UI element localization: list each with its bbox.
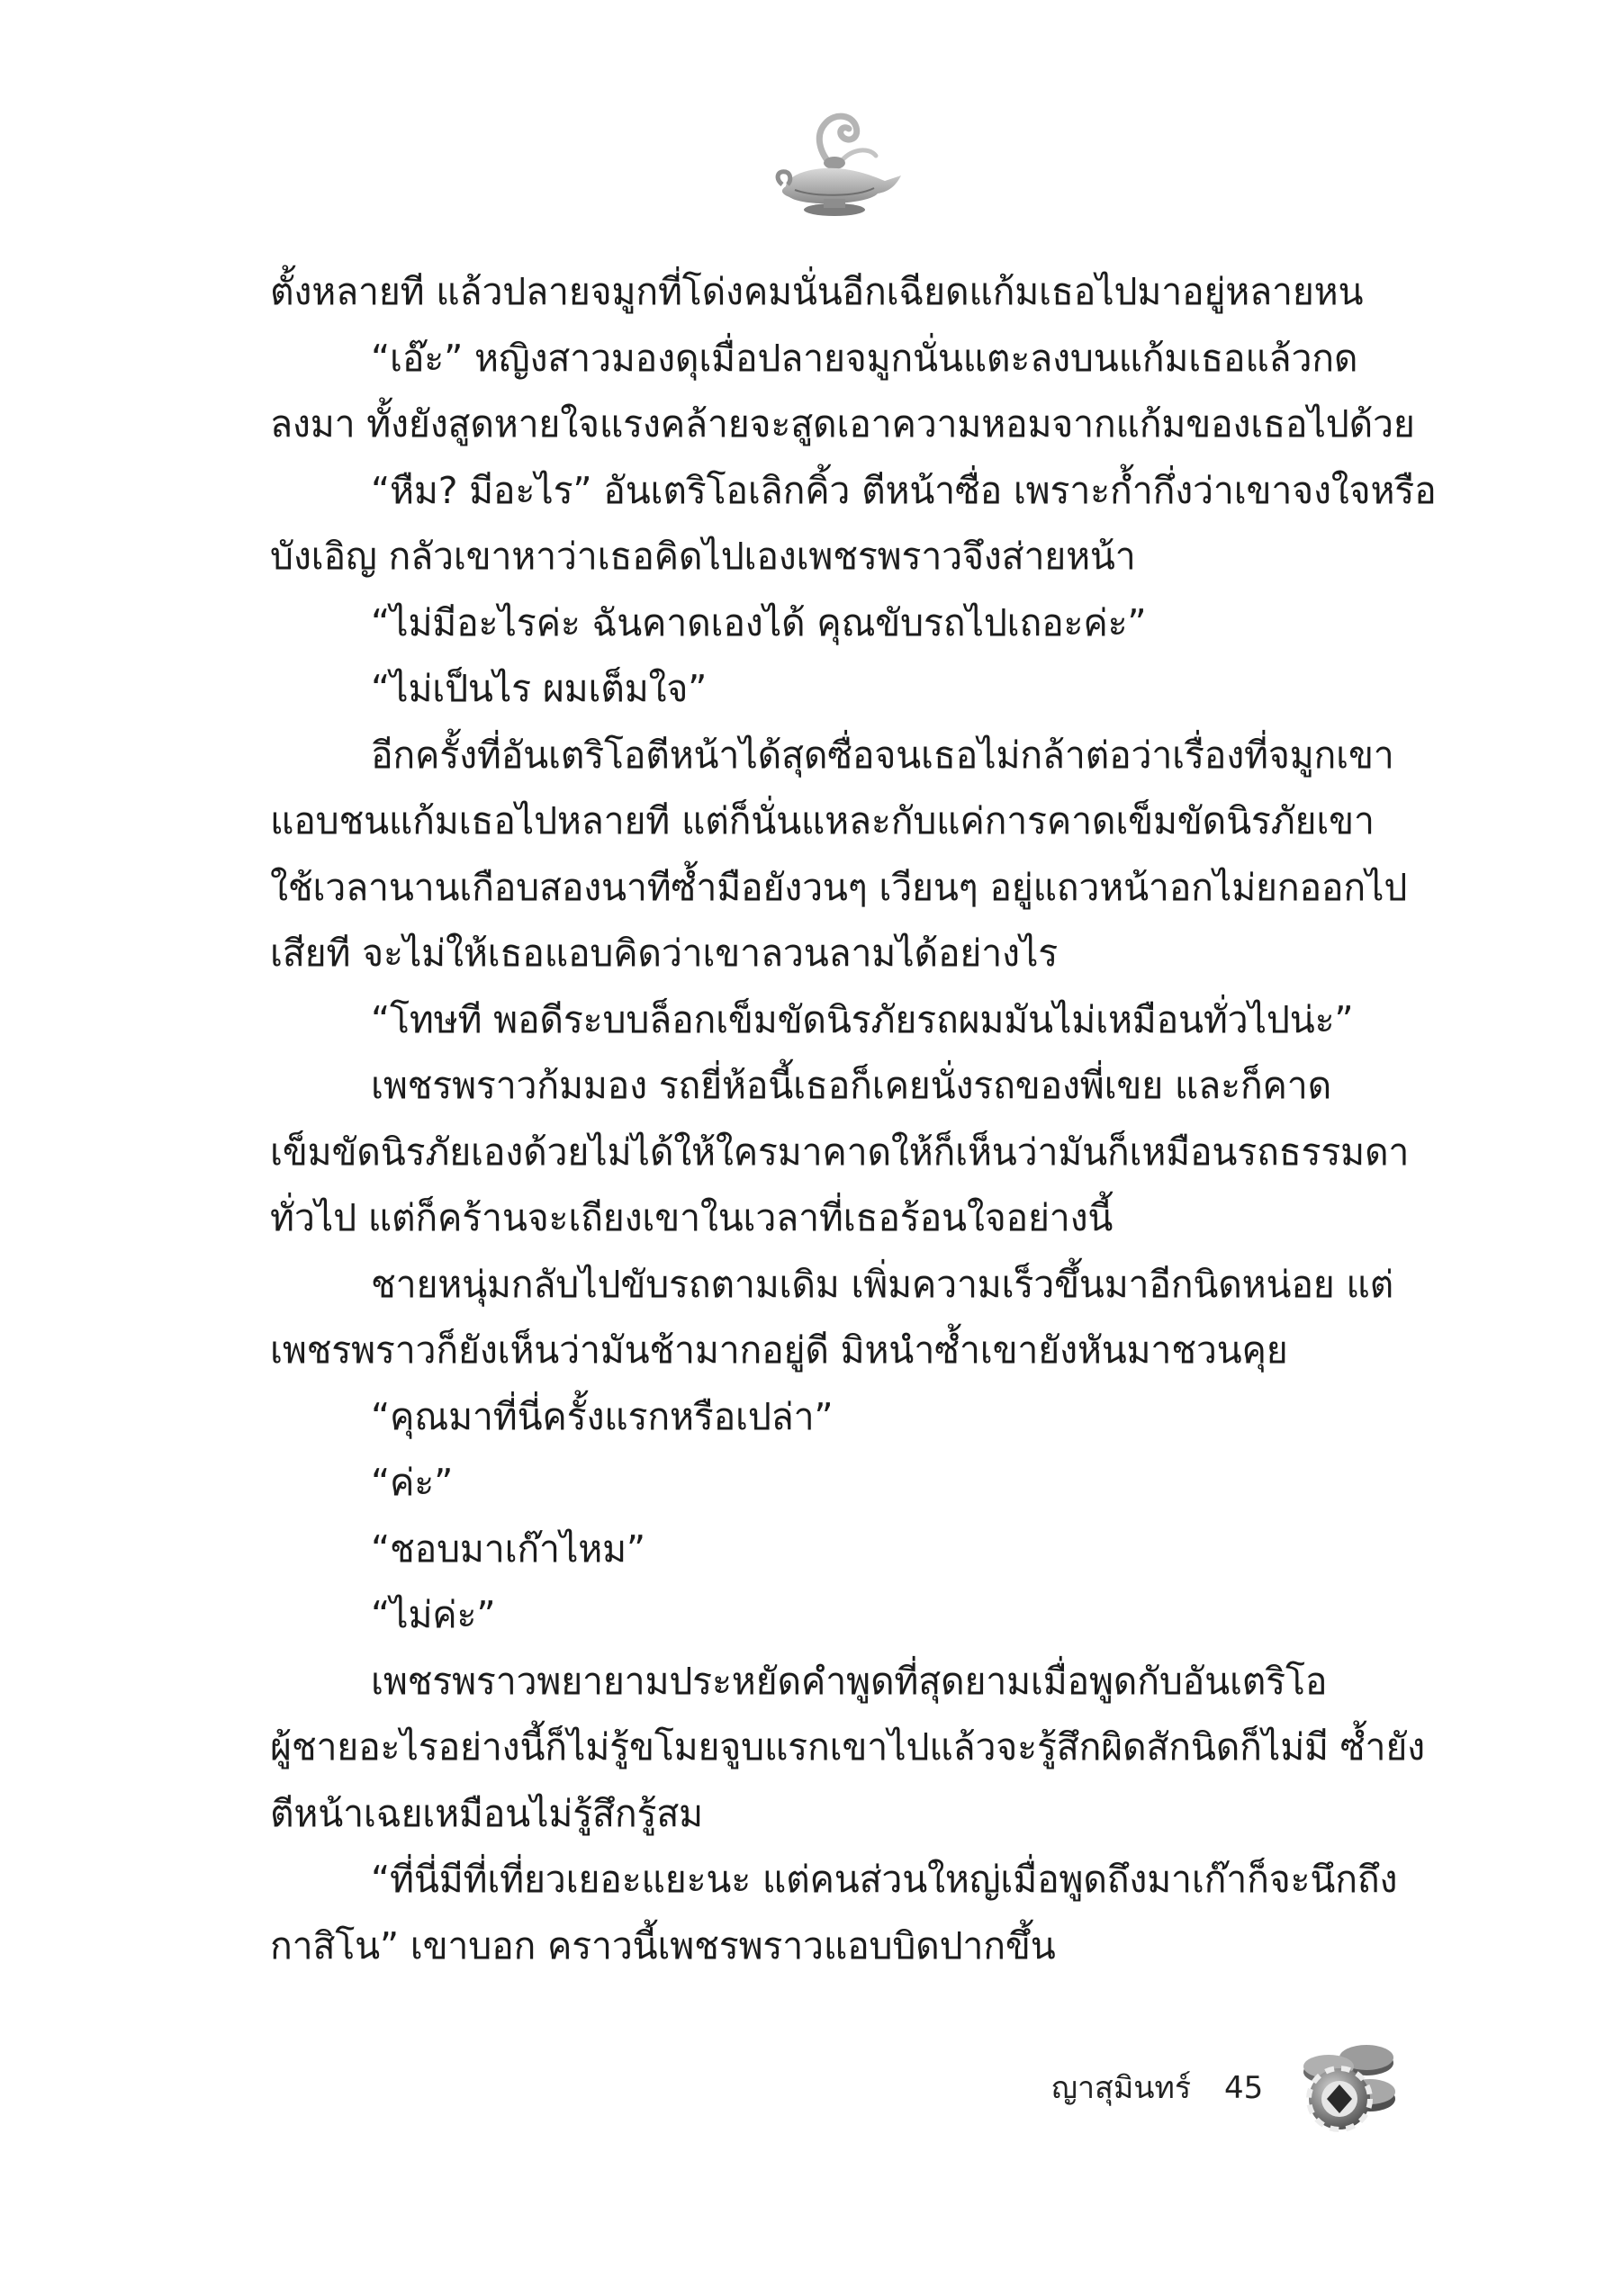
text-line: เสียที จะไม่ให้เธอแอบคิดว่าเขาลวนลามได้อย่างไร (270, 932, 1059, 975)
text-line: “โทษที พอดีระบบล็อกเข็มขัดนิรภัยรถผมมันไม่เหมือนทั่วไปน่ะ” (371, 997, 1354, 1041)
text-line: “ชอบมาเก๊าไหม” (371, 1526, 645, 1571)
author-name: ญาสุมินทร์ (1051, 2070, 1192, 2106)
text-line: ตีหน้าเฉยเหมือนไม่รู้สึกรู้สม (270, 1791, 703, 1835)
text-line: ตั้งหลายที แล้วปลายจมูกที่โด่งคมนั่นอีกเฉียดแก้มเธอไปมาอยู่หลายหน (270, 270, 1364, 313)
text-line: “ค่ะ” (371, 1461, 454, 1504)
text-line: ชายหนุ่มกลับไปขับรถตามเดิม เพิ่มความเร็วขึ้นมาอีกนิดหน่อย แต่ (371, 1262, 1394, 1306)
text-line: “หืม? มีอะไร” อันเตริโอเลิกคิ้ว ตีหน้าซื่อ เพราะก้ำกึ่งว่าเขาจงใจหรือ (371, 468, 1437, 512)
text-line: เพชรพราวพยายามประหยัดคำพูดที่สุดยามเมื่อพูดกับอันเตริโอ (371, 1659, 1328, 1703)
text-line: เพชรพราวก้มมอง รถยี่ห้อนี้เธอก็เคยนั่งรถของพี่เขย และก็คาด (371, 1064, 1331, 1107)
genie-lamp-icon (770, 104, 905, 230)
body-text (270, 259, 1437, 1979)
text-line: ใช้เวลานานเกือบสองนาทีซ้ำมือยังวนๆ เวียนๆ อยู่แถวหน้าอกไม่ยกออกไป (270, 865, 1408, 909)
text-line: อีกครั้งที่อันเตริโอตีหน้าได้สุดซื่อจนเธอไม่กล้าต่อว่าเรื่องที่จมูกเขา (371, 733, 1394, 777)
text-line: “ที่นี่มีที่เที่ยวเยอะแยะนะ แต่คนส่วนใหญ่เมื่อพูดถึงมาเก๊าก็จะนึกถึง (371, 1858, 1398, 1901)
page-footer (1051, 2052, 1263, 2124)
text-line: กาสิโน” เขาบอก คราวนี้เพชรพราวแอบบิดปากขึ้น (270, 1923, 1056, 1967)
text-line: “เอ๊ะ” หญิงสาวมองดุเมื่อปลายจมูกนั่นแตะลงบนแก้มเธอแล้วกด (371, 336, 1358, 380)
text-line: บังเอิญ กลัวเขาหาว่าเธอคิดไปเองเพชรพราวจึงส่ายหน้า (270, 535, 1136, 578)
text-line: ผู้ชายอะไรอย่างนี้ก็ไม่รู้ขโมยจูบแรกเขาไปแล้วจะรู้สึกผิดสักนิดก็ไม่มี ซ้ำยัง (270, 1725, 1425, 1769)
text-line: แอบชนแก้มเธอไปหลายที แต่ก็นั่นแหละกับแค่การคาดเข็มขัดนิรภัยเขา (270, 799, 1375, 842)
casino-chips-icon (1296, 2036, 1400, 2135)
text-line: เข็มขัดนิรภัยเองด้วยไม่ได้ให้ใครมาคาดให้ก็เห็นว่ามันก็เหมือนรถธรรมดา (270, 1130, 1410, 1174)
text-line: เพชรพราวก็ยังเห็นว่ามันช้ามากอยู่ดี มิหนำซ้ำเขายังหันมาชวนคุย (270, 1328, 1288, 1372)
text-line: “ไม่ค่ะ” (371, 1593, 496, 1636)
text-line: “ไม่มีอะไรค่ะ ฉันคาดเองได้ คุณขับรถไปเถอะค่ะ” (371, 600, 1147, 644)
page-number: 45 (1223, 2070, 1264, 2106)
text-line: ลงมา ทั้งยังสูดหายใจแรงคล้ายจะสูดเอาความหอมจากแก้มของเธอไปด้วย (270, 402, 1415, 446)
text-line: ทั่วไป แต่ก็คร้านจะเถียงเขาในเวลาที่เธอร้อนใจอย่างนี้ (270, 1196, 1114, 1239)
text-line: “คุณมาที่นี่ครั้งแรกหรือเปล่า” (371, 1394, 834, 1438)
text-line: “ไม่เป็นไร ผมเต็มใจ” (371, 667, 708, 710)
